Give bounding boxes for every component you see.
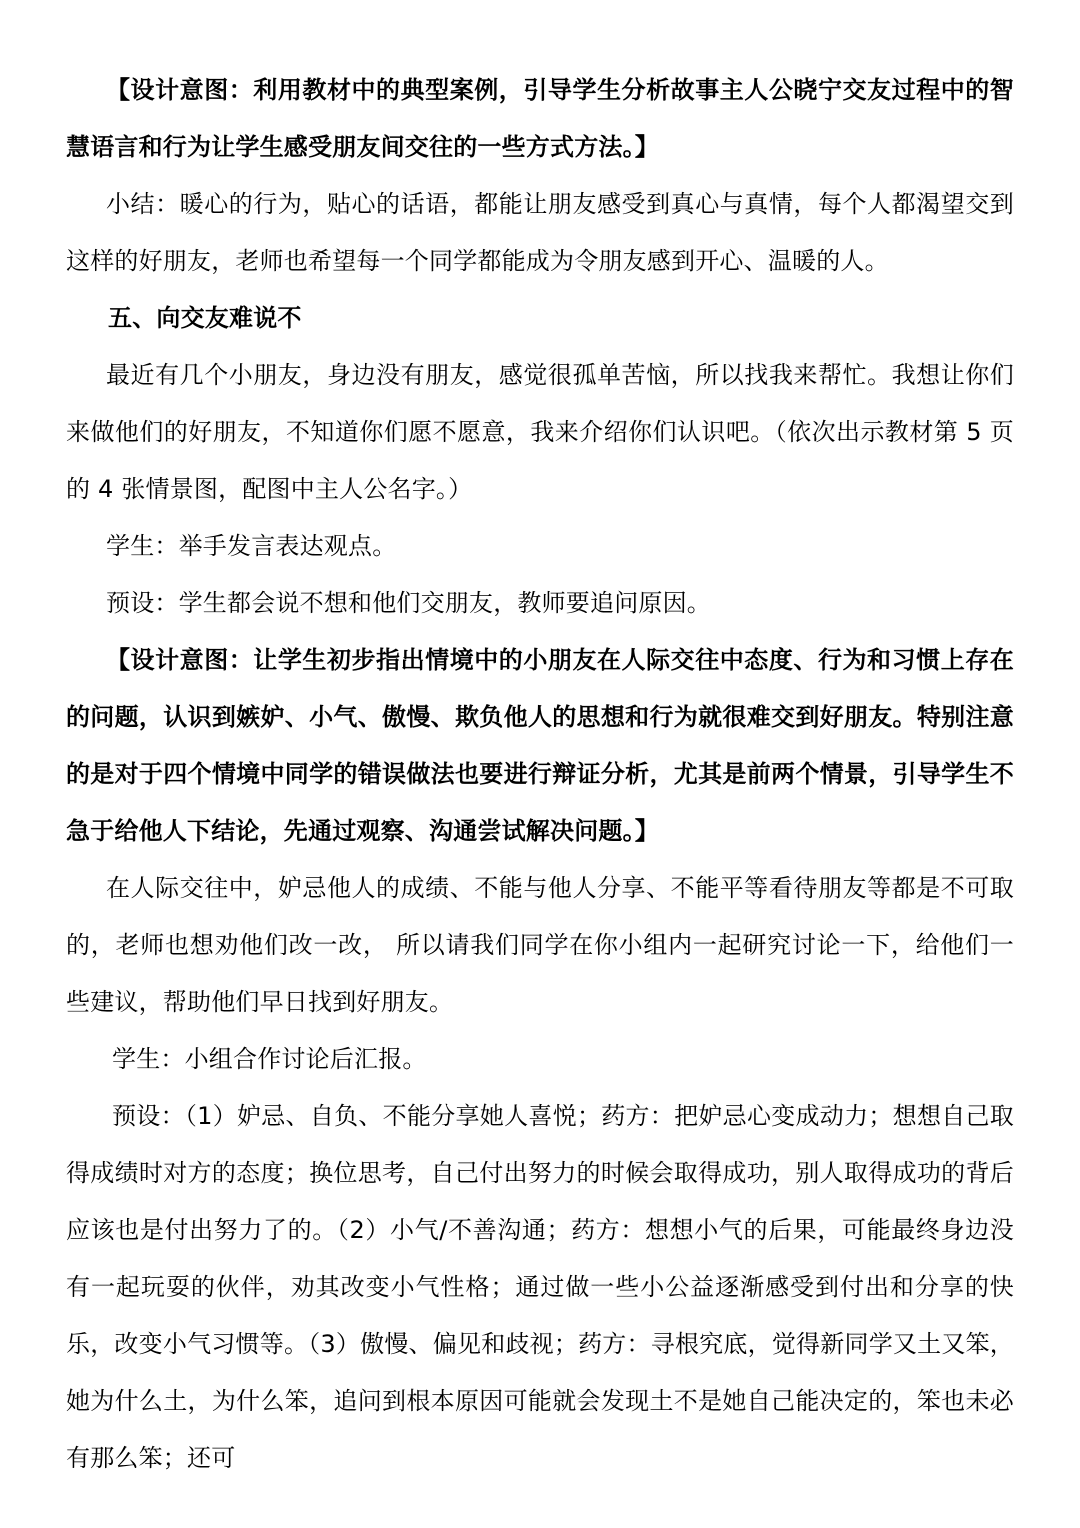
preset-paragraph: 预设：学生都会说不想和他们交朋友，教师要追问原因。 [106, 589, 711, 617]
student-response-paragraph: 学生：举手发言表达观点。 [106, 532, 397, 560]
document-page [0, 62, 1080, 1487]
design-intent-paragraph: 【设计意图：利用教材中的典型案例，引导学生分析故事主人公晓宁交友过程中的智慧语言和行为让学生感受朋友间交往的一些方式方法。】 [66, 76, 1014, 161]
design-intent-paragraph: 【设计意图：让学生初步指出情境中的小朋友在人际交往中态度、行为和习惯上存在的问题，认识到嫉妒、小气、傲慢、欺负他人的思想和行为就很难交到好朋友。特别注意的是对于四个情境中同学的错误做法也要进行辩证分析，尤其是前两个情景，引导学生不急于给他人下结论，先通过观察、沟通尝试解决问题。】 [66, 646, 1014, 845]
section-heading: 五、向交友难说不 [108, 304, 302, 332]
student-response-paragraph: 学生：小组合作讨论后汇报。 [112, 1045, 427, 1073]
discussion-paragraph: 在人际交往中，妒忌他人的成绩、不能与他人分享、不能平等看待朋友等都是不可取的，老师也想劝他们改一改， 所以请我们同学在你小组内一起研究讨论一下，给他们一些建议，帮助他们早日找到好朋友。 [66, 874, 1014, 1016]
summary-paragraph: 小结：暖心的行为，贴心的话语，都能让朋友感受到真心与真情，每个人都渴望交到这样的好朋友，老师也希望每一个同学都能成为令朋友感到开心、温暖的人。 [66, 190, 1014, 275]
intro-paragraph: 最近有几个小朋友，身边没有朋友，感觉很孤单苦恼，所以找我来帮忙。我想让你们来做他们的好朋友，不知道你们愿不愿意，我来介绍你们认识吧。（依次出示教材第 5 页的 4 张情景图，配图中主人公名字。） [66, 361, 1014, 503]
preset-paragraph: 预设：（1）妒忌、自负、不能分享她人喜悦；药方：把妒忌心变成动力；想想自己取得成绩时对方的态度；换位思考，自己付出努力的时候会取得成功，别人取得成功的背后应该也是付出努力了的。（2）小气/不善沟通；药方：想想小气的后果，可能最终身边没有一起玩耍的伙伴，劝其改变小气性格；通过做一些小公益逐渐感受到付出和分享的快乐，改变小气习惯等。（3）傲慢、偏见和歧视；药方：寻根究底，觉得新同学又土又笨，她为什么土，为什么笨，追问到根本原因可能就会发现土不是她自己能决定的，笨也未必有那么笨；还可 [66, 1102, 1014, 1472]
